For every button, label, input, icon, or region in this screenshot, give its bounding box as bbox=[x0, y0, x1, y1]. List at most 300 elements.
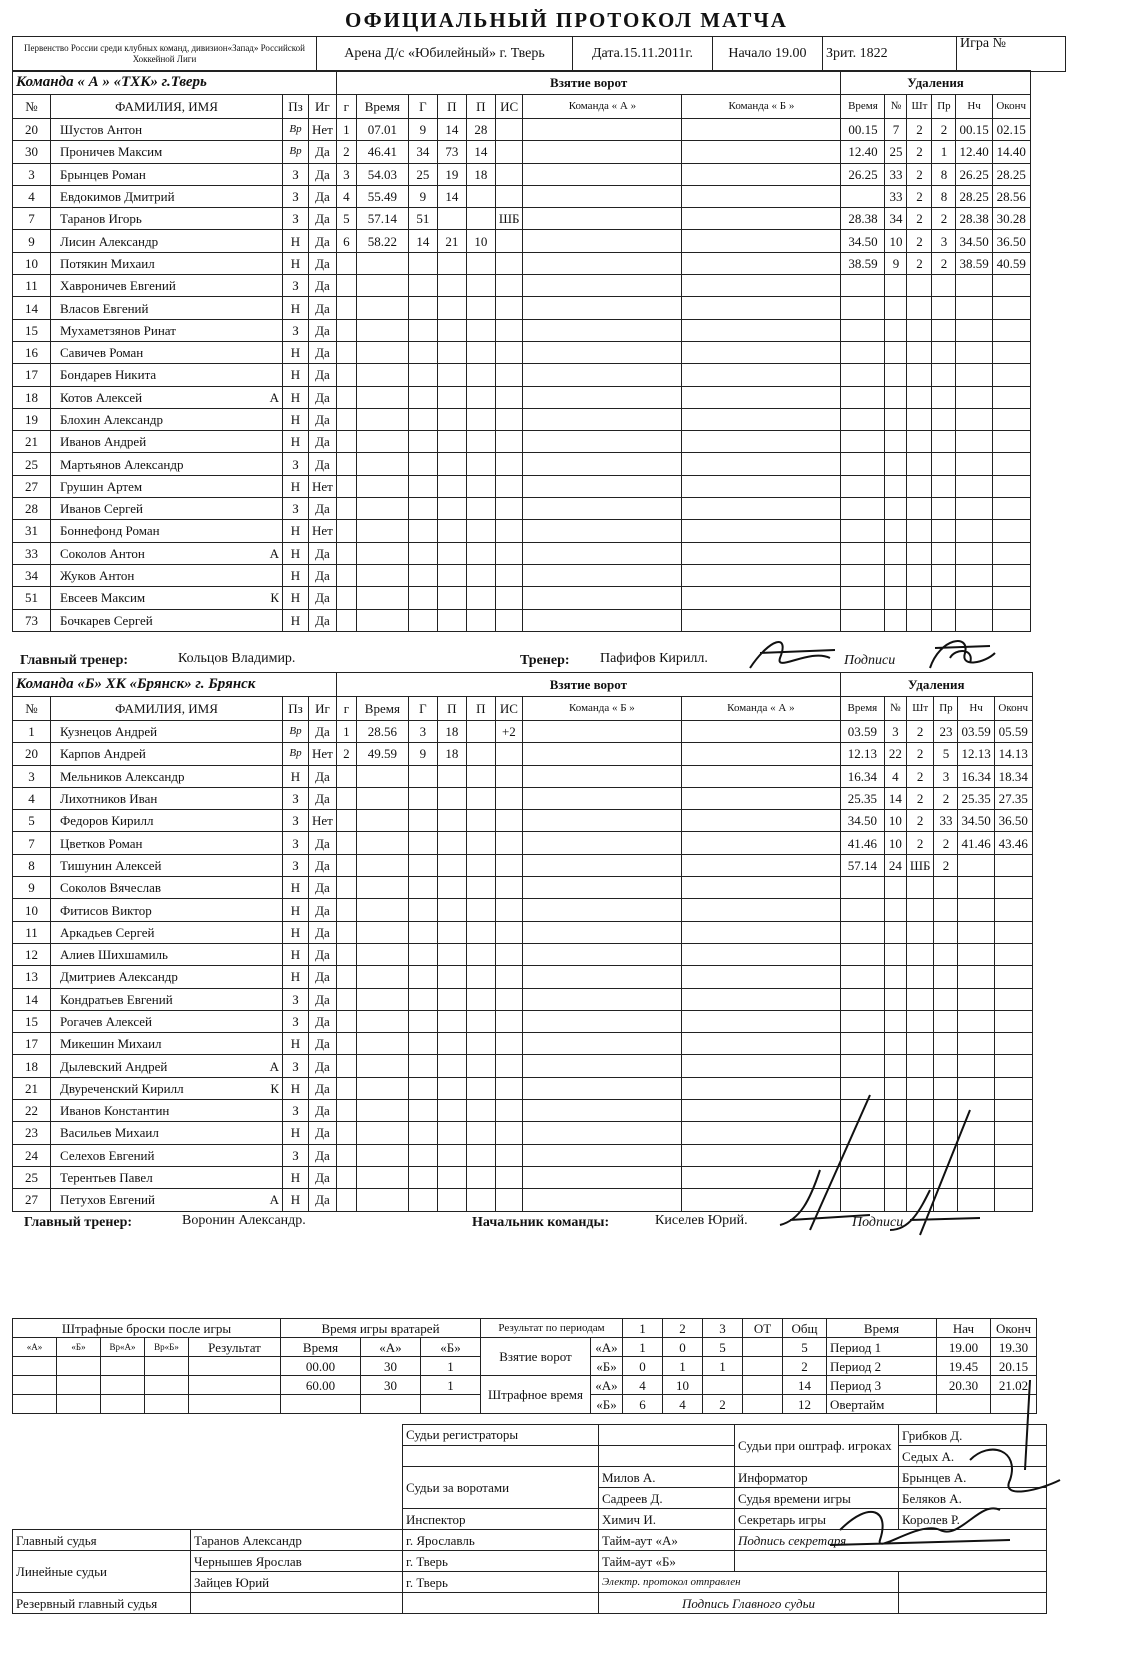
player-position: Н bbox=[283, 1122, 309, 1144]
pim-a-4: 14 bbox=[783, 1376, 827, 1395]
team-col-2 bbox=[682, 475, 841, 497]
sig-blank-3 bbox=[899, 1593, 1047, 1614]
penalty-end bbox=[992, 564, 1030, 586]
shootout-col-0: «А» bbox=[13, 1338, 57, 1357]
penalty-min bbox=[907, 386, 932, 408]
player-number: 18 bbox=[13, 386, 51, 408]
penalty-time: 34.50 bbox=[840, 810, 884, 832]
penalty-min bbox=[906, 921, 934, 943]
player-name: Иванов Андрей bbox=[60, 434, 147, 450]
goal-time bbox=[356, 1055, 408, 1077]
pim-a-1: 10 bbox=[663, 1376, 703, 1395]
penalty-reason bbox=[932, 341, 956, 363]
goals-a-0: 1 bbox=[623, 1338, 663, 1357]
goal-goal bbox=[408, 1144, 437, 1166]
goal-time bbox=[356, 475, 408, 497]
penalty-reason bbox=[934, 988, 958, 1010]
team-col-2 bbox=[681, 765, 840, 787]
goal-goal bbox=[408, 810, 437, 832]
teamB-head-time-5: Время bbox=[356, 697, 408, 721]
penalty-end bbox=[992, 341, 1030, 363]
time-judge-name: Беляков А. bbox=[899, 1488, 1047, 1509]
goal-is bbox=[495, 1033, 522, 1055]
penalty-start bbox=[958, 921, 994, 943]
goal-a2 bbox=[466, 542, 495, 564]
goal-g bbox=[336, 431, 356, 453]
goal-goal bbox=[408, 431, 437, 453]
goal-a2 bbox=[466, 587, 495, 609]
penalty-no: 10 bbox=[884, 810, 906, 832]
penalty-start bbox=[958, 877, 994, 899]
player-name: Тишунин Алексей bbox=[60, 857, 162, 873]
player-position: З bbox=[283, 1055, 309, 1077]
goal-is bbox=[495, 564, 523, 586]
team-col-1 bbox=[523, 453, 682, 475]
player-position: Н bbox=[283, 542, 309, 564]
player-number: 24 bbox=[13, 1144, 51, 1166]
shootout-cell bbox=[145, 1395, 189, 1414]
goal-is bbox=[495, 943, 522, 965]
player-name: Савичев Роман bbox=[60, 345, 144, 361]
player-played: Да bbox=[309, 453, 337, 475]
goal-a2 bbox=[466, 810, 495, 832]
penalty-end bbox=[994, 1033, 1032, 1055]
secretary-sig: Подпись секретаря bbox=[735, 1530, 1047, 1551]
teamA-head-team_b_col-11: Команда « Б » bbox=[682, 95, 841, 119]
goal-time bbox=[356, 1077, 408, 1099]
team-col-2 bbox=[681, 877, 840, 899]
goal-is bbox=[495, 1166, 522, 1188]
penalty-start: 34.50 bbox=[958, 810, 994, 832]
penalty-time: 41.46 bbox=[840, 832, 884, 854]
goal-g bbox=[336, 498, 356, 520]
penalty-time: 38.59 bbox=[841, 252, 885, 274]
penalty-end bbox=[992, 386, 1030, 408]
goal-time bbox=[356, 854, 408, 876]
penalty-time bbox=[841, 408, 885, 430]
goal-a2 bbox=[466, 453, 495, 475]
player-name-cell bbox=[51, 1100, 283, 1122]
player-name: Петухов Евгений bbox=[60, 1192, 155, 1208]
goal-is bbox=[495, 319, 523, 341]
goal-a2 bbox=[466, 854, 495, 876]
goal-a2 bbox=[466, 1033, 495, 1055]
goal-g bbox=[336, 609, 356, 631]
pim-b-4: 12 bbox=[783, 1395, 827, 1414]
goal-time bbox=[356, 810, 408, 832]
penalty-min: 2 bbox=[906, 810, 934, 832]
goal-goal: 51 bbox=[408, 208, 437, 230]
team-col-2 bbox=[682, 119, 841, 141]
goal-time bbox=[356, 1033, 408, 1055]
penalty-start bbox=[956, 297, 992, 319]
teamA-head-pen_min-14: Шт bbox=[907, 95, 932, 119]
penalty-start bbox=[958, 899, 994, 921]
player-name: Васильев Михаил bbox=[60, 1125, 159, 1141]
player-name-cell bbox=[51, 1010, 283, 1032]
goal-a1 bbox=[437, 787, 466, 809]
penalty-min: 2 bbox=[907, 119, 932, 141]
player-played: Да bbox=[309, 877, 337, 899]
penalty-end bbox=[994, 1144, 1032, 1166]
player-name: Соколов Вячеслав bbox=[60, 880, 161, 896]
player-name: Брынцев Роман bbox=[60, 166, 146, 182]
player-name: Иванов Сергей bbox=[60, 501, 143, 517]
penalty-no bbox=[885, 542, 907, 564]
penalty-time: 28.38 bbox=[841, 208, 885, 230]
player-played: Да bbox=[309, 431, 337, 453]
player-position: Н bbox=[283, 475, 309, 497]
player-position: З bbox=[283, 988, 309, 1010]
penalty-reason bbox=[932, 319, 956, 341]
goal-a2 bbox=[466, 1122, 495, 1144]
goal-time bbox=[356, 1100, 408, 1122]
player-name-cell bbox=[51, 564, 283, 586]
player-position: З bbox=[283, 787, 309, 809]
penalty-time: 26.25 bbox=[841, 163, 885, 185]
goal-is bbox=[495, 743, 522, 765]
penalty-end bbox=[994, 1166, 1032, 1188]
penalty-reason: 2 bbox=[934, 787, 958, 809]
goal-a1 bbox=[437, 1144, 466, 1166]
penalty-end bbox=[992, 520, 1030, 542]
penalty-end bbox=[994, 1122, 1032, 1144]
reserve-ref-city bbox=[403, 1593, 599, 1614]
player-number: 4 bbox=[13, 787, 51, 809]
shootout-col-3: Вр«Б» bbox=[145, 1338, 189, 1357]
penalty-start bbox=[956, 564, 992, 586]
goal-goal: 25 bbox=[408, 163, 437, 185]
player-position: З bbox=[283, 498, 309, 520]
goal-time bbox=[356, 453, 408, 475]
goal-a2 bbox=[466, 1100, 495, 1122]
penalty-min bbox=[907, 275, 932, 297]
player-name-cell bbox=[51, 185, 283, 207]
main-ref-sig: Подпись Главного судьи bbox=[599, 1593, 899, 1614]
penalty-start bbox=[956, 408, 992, 430]
goal-a2 bbox=[466, 921, 495, 943]
teamB-label: Команда «Б» ХК «Брянск» г. Брянск bbox=[13, 673, 337, 697]
penalty-min: 2 bbox=[907, 208, 932, 230]
time-start-1: 19.45 bbox=[937, 1357, 991, 1376]
shootout-cell bbox=[13, 1376, 57, 1395]
penalty-min bbox=[906, 1010, 934, 1032]
player-played: Да bbox=[309, 275, 337, 297]
team-col-2 bbox=[682, 564, 841, 586]
pim-a-team: «А» bbox=[591, 1376, 623, 1395]
goal-g bbox=[336, 810, 356, 832]
team-col-2 bbox=[681, 1010, 840, 1032]
penalty-no bbox=[885, 275, 907, 297]
goal-g bbox=[336, 943, 356, 965]
penalty-time bbox=[841, 275, 885, 297]
teamA-head-name-1: ФАМИЛИЯ, ИМЯ bbox=[51, 95, 283, 119]
player-position: З bbox=[283, 453, 309, 475]
team-col-1 bbox=[523, 386, 682, 408]
team-b-manager: Киселев Юрий. bbox=[655, 1213, 748, 1228]
goal-is bbox=[495, 185, 523, 207]
reg-judges: Судьи регистраторы bbox=[403, 1425, 599, 1446]
player-number: 27 bbox=[13, 475, 51, 497]
goal-goal bbox=[408, 899, 437, 921]
player-number: 10 bbox=[13, 899, 51, 921]
goal-a2 bbox=[466, 297, 495, 319]
penalty-min bbox=[907, 520, 932, 542]
player-position: Н bbox=[283, 408, 309, 430]
player-position: Н bbox=[283, 520, 309, 542]
goal-a1: 14 bbox=[437, 119, 466, 141]
goal-g: 3 bbox=[336, 163, 356, 185]
time-end-1: 20.15 bbox=[991, 1357, 1037, 1376]
player-played: Да bbox=[309, 832, 337, 854]
teamB-head-name-1: ФАМИЛИЯ, ИМЯ bbox=[51, 697, 283, 721]
goals-a-3 bbox=[743, 1338, 783, 1357]
player-name-cell bbox=[51, 319, 283, 341]
teamA-head-pen_end-17: Оконч bbox=[992, 95, 1030, 119]
goal-g bbox=[336, 364, 356, 386]
player-number: 21 bbox=[13, 1077, 51, 1099]
penalty-start bbox=[956, 587, 992, 609]
penalty-end bbox=[992, 498, 1030, 520]
player-name: Кузнецов Андрей bbox=[60, 724, 158, 740]
goal-a1 bbox=[437, 1010, 466, 1032]
player-number: 4 bbox=[13, 185, 51, 207]
player-row bbox=[13, 943, 1033, 965]
player-name-cell bbox=[51, 988, 283, 1010]
goal-a1 bbox=[437, 475, 466, 497]
penalty-no bbox=[884, 899, 906, 921]
penalty-end: 02.15 bbox=[992, 119, 1030, 141]
goal-a2 bbox=[466, 564, 495, 586]
goal-a1 bbox=[437, 966, 466, 988]
penalty-end: 14.40 bbox=[992, 141, 1030, 163]
team-col-1 bbox=[522, 966, 681, 988]
goals-a-team: «А» bbox=[591, 1338, 623, 1357]
teamB-head-is-9: ИС bbox=[495, 697, 522, 721]
blank-4 bbox=[13, 1488, 403, 1509]
player-row bbox=[13, 988, 1033, 1010]
goal-is bbox=[495, 899, 522, 921]
goal-goal bbox=[408, 877, 437, 899]
shootout-title: Штрафные броски после игры bbox=[13, 1319, 281, 1338]
team-a-section bbox=[12, 70, 1031, 632]
goal-goal bbox=[408, 1055, 437, 1077]
penalty-reason bbox=[932, 520, 956, 542]
time-start-2: 20.30 bbox=[937, 1376, 991, 1395]
goal-time bbox=[356, 364, 408, 386]
penalty-start bbox=[956, 453, 992, 475]
penalty-min bbox=[907, 453, 932, 475]
teamB-goals-header: Взятие ворот bbox=[336, 673, 840, 697]
team-col-2 bbox=[681, 832, 840, 854]
goal-goal: 14 bbox=[408, 230, 437, 252]
team-col-2 bbox=[682, 208, 841, 230]
team-col-1 bbox=[522, 899, 681, 921]
player-played: Да bbox=[309, 988, 337, 1010]
times-col-2: Оконч bbox=[991, 1319, 1037, 1338]
penalty-no: 22 bbox=[884, 743, 906, 765]
goal-a2 bbox=[466, 364, 495, 386]
team-col-2 bbox=[682, 408, 841, 430]
penalty-time: 12.13 bbox=[840, 743, 884, 765]
gk-cell bbox=[421, 1395, 481, 1414]
player-name: Цветков Роман bbox=[60, 835, 143, 851]
time-label-0: Период 1 bbox=[827, 1338, 937, 1357]
penalty-min: 2 bbox=[906, 743, 934, 765]
penalty-reason bbox=[932, 297, 956, 319]
team-col-1 bbox=[522, 1033, 681, 1055]
player-position: Вр bbox=[283, 119, 309, 141]
goal-g: 5 bbox=[336, 208, 356, 230]
team-col-2 bbox=[682, 319, 841, 341]
goal-a2 bbox=[466, 1010, 495, 1032]
goal-goal bbox=[408, 252, 437, 274]
player-row bbox=[13, 787, 1033, 809]
goal-a2 bbox=[466, 966, 495, 988]
penalty-start: 00.15 bbox=[956, 119, 992, 141]
player-name: Терентьев Павел bbox=[60, 1170, 153, 1186]
goal-a2 bbox=[466, 1077, 495, 1099]
goal-time: 54.03 bbox=[356, 163, 408, 185]
penalty-start: 34.50 bbox=[956, 230, 992, 252]
goal-a2 bbox=[466, 943, 495, 965]
player-name-cell bbox=[51, 498, 283, 520]
player-row bbox=[13, 587, 1031, 609]
teamA-head-pen_reason-15: Пр bbox=[932, 95, 956, 119]
player-name-cell bbox=[51, 877, 283, 899]
penalty-min: ШБ bbox=[906, 854, 934, 876]
player-name-cell bbox=[51, 921, 283, 943]
penalty-end: 40.59 bbox=[992, 252, 1030, 274]
linesman-city-0: г. Тверь bbox=[403, 1551, 599, 1572]
goal-a1 bbox=[437, 252, 466, 274]
penalty-time bbox=[840, 1033, 884, 1055]
goal-time bbox=[356, 1166, 408, 1188]
team-col-2 bbox=[681, 988, 840, 1010]
signatures-label: Подписи bbox=[844, 653, 896, 668]
goal-is bbox=[495, 1077, 522, 1099]
penalty-no bbox=[885, 520, 907, 542]
team-col-2 bbox=[681, 1055, 840, 1077]
gk-col-0: Время bbox=[281, 1338, 361, 1357]
penalty-reason bbox=[932, 564, 956, 586]
pim-a-2 bbox=[703, 1376, 743, 1395]
goal-g bbox=[336, 587, 356, 609]
period-col-1: 2 bbox=[663, 1319, 703, 1338]
goal-goal bbox=[408, 542, 437, 564]
player-number: 17 bbox=[13, 364, 51, 386]
team-col-2 bbox=[682, 364, 841, 386]
player-position: З bbox=[283, 1100, 309, 1122]
goal-a1 bbox=[437, 921, 466, 943]
player-played: Да bbox=[309, 587, 337, 609]
goal-a2 bbox=[466, 899, 495, 921]
penalty-reason bbox=[932, 431, 956, 453]
shootout-cell bbox=[57, 1357, 101, 1376]
team-col-1 bbox=[523, 230, 682, 252]
player-row bbox=[13, 854, 1033, 876]
penalty-end: 43.46 bbox=[994, 832, 1032, 854]
player-position: Н bbox=[283, 921, 309, 943]
linesman-0: Чернышев Ярослав bbox=[191, 1551, 403, 1572]
player-played: Да bbox=[309, 787, 337, 809]
goal-a1 bbox=[437, 341, 466, 363]
player-name-cell bbox=[51, 453, 283, 475]
player-name-cell bbox=[51, 252, 283, 274]
team-col-2 bbox=[682, 185, 841, 207]
goal-time bbox=[356, 297, 408, 319]
team-col-1 bbox=[522, 1010, 681, 1032]
penalty-min bbox=[906, 966, 934, 988]
penalty-min bbox=[906, 988, 934, 1010]
penalty-reason bbox=[932, 386, 956, 408]
pim-b-3 bbox=[743, 1395, 783, 1414]
team-col-2 bbox=[681, 966, 840, 988]
goal-is bbox=[495, 386, 523, 408]
goal-a2 bbox=[466, 386, 495, 408]
goal-g bbox=[336, 1144, 356, 1166]
goal-g bbox=[336, 1077, 356, 1099]
penalty-min bbox=[907, 319, 932, 341]
reg-judges-2 bbox=[403, 1446, 599, 1467]
goal-a2: 14 bbox=[466, 141, 495, 163]
player-number: 25 bbox=[13, 453, 51, 475]
goal-time bbox=[356, 877, 408, 899]
goal-goal bbox=[408, 587, 437, 609]
penalty-start: 12.40 bbox=[956, 141, 992, 163]
player-captaincy: А bbox=[269, 389, 279, 405]
goal-is: +2 bbox=[495, 721, 522, 743]
penalty-min bbox=[907, 498, 932, 520]
goal-goal bbox=[408, 1166, 437, 1188]
goal-time: 58.22 bbox=[356, 230, 408, 252]
period-col-4: Общ bbox=[783, 1319, 827, 1338]
player-name-cell bbox=[51, 1122, 283, 1144]
teamA-head-assist-7: П bbox=[437, 95, 466, 119]
shootout-col-4: Результат bbox=[189, 1338, 281, 1357]
penalty-reason: 2 bbox=[932, 119, 956, 141]
goal-goal bbox=[408, 1033, 437, 1055]
referee-signatures bbox=[810, 1370, 1070, 1570]
team-col-1 bbox=[522, 988, 681, 1010]
team-col-2 bbox=[682, 453, 841, 475]
penalty-start: 12.13 bbox=[958, 743, 994, 765]
penalty-reason bbox=[934, 1055, 958, 1077]
penalty-time bbox=[840, 988, 884, 1010]
team-col-1 bbox=[522, 921, 681, 943]
head-coach-label: Главный тренер: bbox=[20, 653, 129, 668]
team-col-1 bbox=[522, 787, 681, 809]
goal-is: ШБ bbox=[495, 208, 523, 230]
penalty-end bbox=[992, 319, 1030, 341]
goal-g bbox=[336, 564, 356, 586]
penalty-min: 2 bbox=[907, 252, 932, 274]
goal-is bbox=[495, 341, 523, 363]
player-name-cell bbox=[51, 163, 283, 185]
player-number: 11 bbox=[13, 921, 51, 943]
penalty-no bbox=[884, 966, 906, 988]
penalty-reason: 1 bbox=[932, 141, 956, 163]
player-number: 10 bbox=[13, 252, 51, 274]
goal-a1 bbox=[437, 1100, 466, 1122]
team-col-2 bbox=[681, 787, 840, 809]
player-row bbox=[13, 475, 1031, 497]
player-name: Дылевский Андрей bbox=[60, 1058, 168, 1074]
player-name: Мухаметзянов Ринат bbox=[60, 322, 176, 338]
player-row bbox=[13, 1055, 1033, 1077]
player-position: З bbox=[283, 185, 309, 207]
player-name: Мартьянов Александр bbox=[60, 456, 184, 472]
